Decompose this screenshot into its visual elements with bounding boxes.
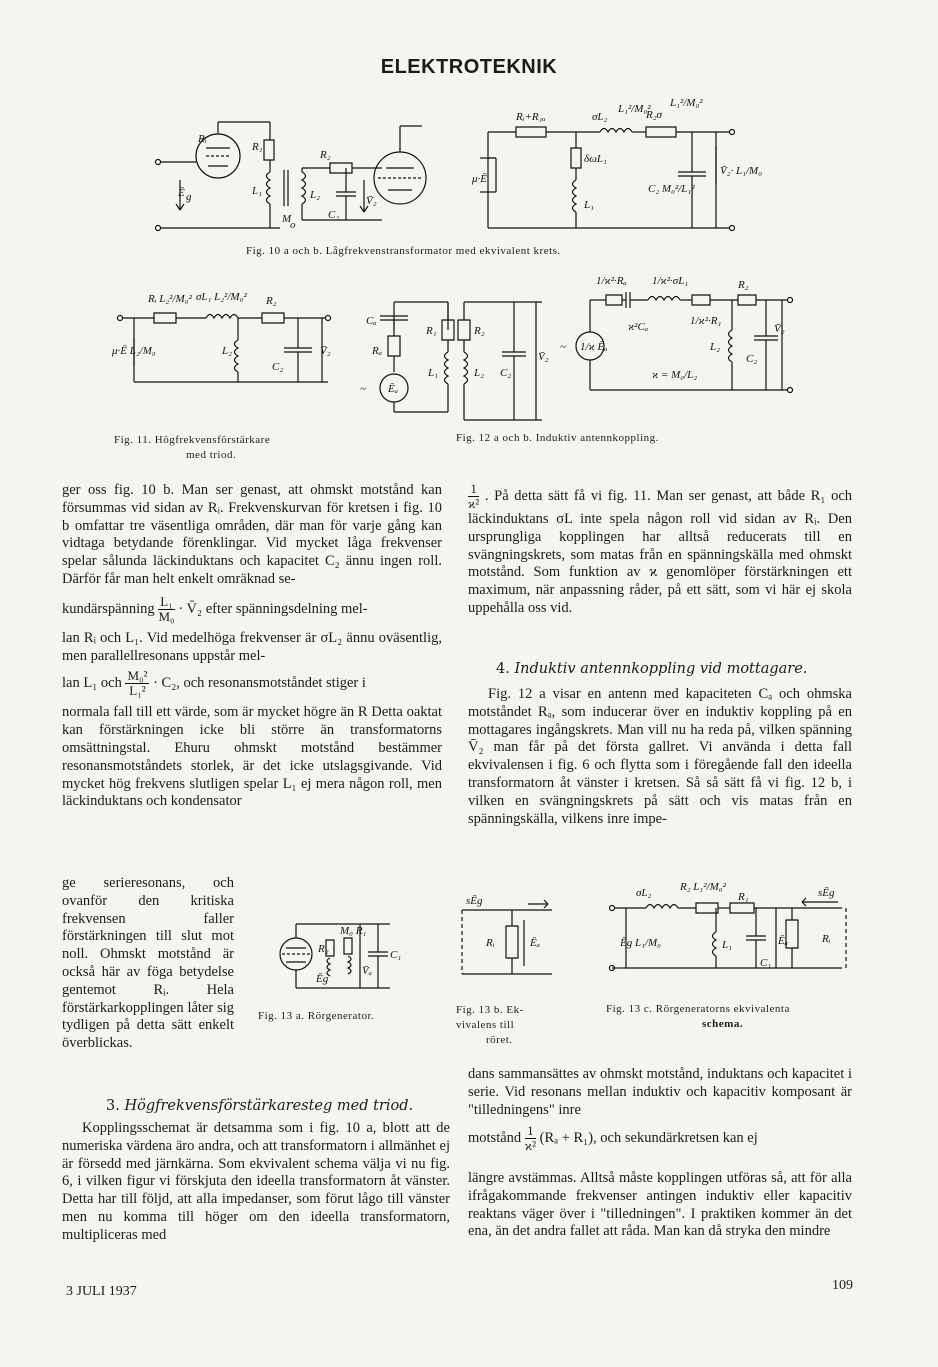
fig11-caption-1: Fig. 11. Högfrekvensförstärkare: [114, 434, 271, 446]
svg-text:V̄₂: V̄₂: [320, 345, 331, 357]
svg-text:C₁: C₁: [390, 949, 402, 961]
svg-text:ϰ²Cₐ: ϰ²Cₐ: [628, 321, 649, 333]
fig13b-caption-3: röret.: [486, 1034, 513, 1046]
svg-text:sĒg: sĒg: [818, 887, 835, 899]
fig10a-circuit: [150, 110, 450, 240]
formula-1-over-kappa2-b: [525, 1124, 536, 1153]
svg-text:L₂: L₂: [710, 341, 720, 353]
svg-text:C₂: C₂: [272, 361, 284, 373]
svg-text:Rᵢ L₂²/M₀²: Rᵢ L₂²/M₀²: [148, 293, 192, 305]
svg-text:R₂σ: R₂σ: [646, 109, 662, 121]
fig12a-circuit: [356, 296, 556, 426]
formula-l1-m0: [158, 595, 174, 624]
fig13b-caption-2: vivalens till: [456, 1019, 515, 1031]
svg-text:C₂: C₂: [500, 367, 512, 379]
svg-text:R₂: R₂: [318, 943, 329, 955]
svg-text:Ēg L₁/M₀: Ēg L₁/M₀: [620, 937, 661, 949]
section-3-heading: [106, 1098, 413, 1114]
svg-text:R₁: R₁: [738, 891, 749, 903]
svg-text:~: ~: [560, 341, 566, 353]
svg-text:o: o: [290, 219, 296, 231]
frac-bottom: ϰ²: [524, 1138, 536, 1153]
svg-text:σL₂: σL₂: [592, 111, 608, 123]
svg-text:R₁: R₁: [252, 141, 263, 153]
svg-text:Rᵢ: Rᵢ: [198, 133, 207, 145]
svg-text:V̄₂· L₁/M₀: V̄₂· L₁/M₀: [720, 165, 763, 177]
left-paragraph-1: ger oss fig. 10 b. Man ser genast, att ohmskt motstånd kan försummas vid sidan av Rᵢ. Frekvenskurvan för kretsen i fig. 10 b omfattar tre väsentliga områden, där man för varje gång kan vidtaga betydande förenklingar. Vid mycket låga frekvenser spelar sålunda läckinduktans och kapacitet C₂ ännu ingen roll. Därför får man helt enkelt omräknad se-: [62, 482, 442, 587]
svg-text:μ·Ē L₂/M₀: μ·Ē L₂/M₀: [112, 345, 156, 357]
left-paragraph-6: ge serieresonans, och ovanför den kritiska frekvensen faller förstärkningen till slut mot noll. Ohmskt motstånd är också här av föga betydelse gentemot Rᵢ. Hela förstärkarkopplingen låter sig tydligen på detta sätt enkelt överblickas.: [62, 875, 234, 1052]
right-paragraph-4: [468, 1124, 852, 1153]
fig12b-circuit: [560, 270, 800, 400]
fig13b-circuit: [456, 890, 566, 990]
svg-text:M: M: [282, 213, 292, 225]
fig10b-circuit: [472, 96, 780, 236]
right-paragraph-5: längre avstämmas. Alltså måste kopplingen utföras så, att för alla ifrågakommande frekvenser antingen induktiv eller kapacitiv reaktans väger över i "tilledningen". I praktiken kommer än det ena, än det andra fallet att råda. Man kan då stryka den mindre: [468, 1170, 852, 1240]
right-paragraph-2: Fig. 12 a visar en antenn med kapaciteten Cₐ och ohmska motståndet Rₐ, som inducerar över en induktiv koppling på en mottagares ingångskrets. Man vill nu ha reda på, vilken spänning V̄₂ man får på det första gallret. Vi använda i detta fall ekvivalensen i fig. 6 och flytta som i föregående fall den ideella transformatorn åt vänster i kretsen. Så så sätt få vi fig. 12 b, i vilken en svängningskrets på sätt och vis matas från en spänningskälla, vilkens inre impe-: [468, 686, 852, 827]
frac-top: L₁: [160, 593, 173, 609]
svg-text:V̄₂: V̄₂: [774, 323, 785, 335]
fig12-caption: Fig. 12 a och b. Induktiv antennkoppling.: [456, 432, 659, 444]
svg-text:Rᵢ+R₁ₐ: Rᵢ+R₁ₐ: [516, 111, 546, 123]
left-paragraph-7: Kopplingsschemat är detsamma som i fig. 10 a, blott att de numeriska värdena äro andra, och att transformatorn i allmänhet ej är försedd med järnkärna. Som ekvivalent schema välja vi nu fig. 6, i vilken figur vi förskjuta den ideella transformatorn åt vänster. Detta har till följd, att alla impedanser, som förut lågo till vänster men nu komma till höger om den ideella transformatorn, multipliceras med: [62, 1120, 450, 1243]
svg-text:Ē: Ē: [178, 187, 185, 199]
footer-date: 3 JULI 1937: [66, 1284, 137, 1299]
fig13c-caption-2: schema.: [702, 1018, 744, 1030]
page-title: ELEKTROTEKNIK: [380, 56, 558, 78]
fig13c-caption-1: Fig. 13 c. Rörgeneratorns ekvivalenta: [606, 1003, 790, 1015]
svg-text:R₂: R₂: [738, 279, 749, 291]
right-paragraph-1: [468, 482, 852, 618]
svg-text:σL₂: σL₂: [636, 887, 652, 899]
svg-text:~: ~: [360, 383, 366, 395]
svg-text:1/ϰ Ēₐ: 1/ϰ Ēₐ: [580, 341, 608, 353]
svg-text:R₂: R₂: [474, 325, 485, 337]
svg-text:Ēₐ: Ēₐ: [778, 935, 788, 947]
left-paragraph-3: lan Rᵢ och L₁. Vid medelhöga frekvenser är σL₂ ännu oväsentlig, men parallellresonans uppstår mel-: [62, 629, 442, 664]
svg-text:R₂: R₂: [266, 295, 277, 307]
svg-text:C₂: C₂: [328, 209, 340, 221]
left-column: [62, 482, 442, 811]
svg-text:Ēₐ: Ēₐ: [530, 937, 540, 949]
svg-text:R₂ L₁²/M₀²: R₂ L₁²/M₀²: [680, 881, 726, 893]
page-number: 109: [832, 1278, 853, 1293]
right-p4-post: (Rₐ + R₁), och sekundärkretsen kan ej: [539, 1129, 758, 1146]
fig10-caption: Fig. 10 a och b. Lågfrekvenstransformator med ekvivalent krets.: [246, 245, 561, 257]
svg-text:L₁²/M₀²: L₁²/M₀²: [618, 103, 651, 115]
svg-text:Rᵢ: Rᵢ: [822, 933, 831, 945]
svg-text:L₂: L₂: [310, 189, 320, 201]
section-4-heading: [496, 661, 807, 677]
svg-text:ϰ = M₀/L₂: ϰ = M₀/L₂: [652, 369, 698, 381]
svg-text:g: g: [186, 191, 192, 203]
svg-text:C₂ M₀²/L₁²: C₂ M₀²/L₁²: [648, 183, 695, 195]
left-p2-pre: kundärspänning: [62, 600, 155, 617]
fig13b-caption-1: Fig. 13 b. Ek-: [456, 1004, 524, 1016]
section-3-number: 3.: [106, 1098, 120, 1114]
left-paragraph-4: [62, 669, 442, 698]
svg-text:M₀ R₁: M₀ R₁: [340, 925, 367, 937]
svg-text:R₂: R₂: [320, 149, 331, 161]
left-p4-pre: lan L₁ och: [62, 675, 122, 692]
svg-text:Ēₐ: Ēₐ: [388, 383, 398, 395]
fig11-caption-2: med triod.: [186, 449, 237, 461]
section-3-title: Högfrekvensförstärkaresteg med triod.: [124, 1098, 414, 1114]
section-4-title: Induktiv antennkoppling vid mottagare.: [514, 661, 808, 677]
svg-text:μ·Ē: μ·Ē: [472, 173, 487, 185]
frac-bottom: M₀: [158, 608, 175, 624]
svg-text:R₁: R₁: [426, 325, 437, 337]
frac-bottom: ϰ²: [468, 496, 480, 511]
frac-top: 1: [468, 482, 479, 497]
left-paragraph-5: normala fall till ett värde, som är mycket högre än R Detta oaktat kan förstärkningen icke bli större än transformatorns omsättningstal. Ehuru ohmskt motstånd bestämmer resonansmotståndets storlek, är det icke utslagsgivande. Vid mycket hög frekvens slutligen spelar L₁ ej mera någon roll, men läckinduktans och kondensator: [62, 704, 442, 810]
svg-text:V̄₂: V̄₂: [366, 195, 377, 207]
right-p1-text: . På detta sätt få vi fig. 11. Man ser genast, att både R₁ och läckinduktans σL inte spela någon roll vid sidan av Rᵢ. Den ursprungliga kopplingen har alltså reducerats till en svängningskrets, som matas från en spänningskälla med ohmskt motstånd. Som funktion av ϰ genomlöper förstärkningen ett maximum, när anpassning råder, på ett sätt, som vi här ej skola uppehålla oss vid.: [468, 487, 852, 616]
svg-text:1/ϰ²·R₁: 1/ϰ²·R₁: [690, 315, 722, 327]
svg-text:L₁: L₁: [722, 939, 732, 951]
svg-text:C₂: C₂: [746, 353, 758, 365]
svg-text:1/ϰ²·σL₁: 1/ϰ²·σL₁: [652, 275, 689, 287]
svg-text:L₂: L₂: [222, 345, 232, 357]
svg-text:V̄ₐ: V̄ₐ: [362, 965, 372, 977]
fig13a-caption: Fig. 13 a. Rörgenerator.: [258, 1010, 375, 1022]
right-p4-pre: motstånd: [468, 1129, 522, 1146]
svg-text:L₁²/M₀²: L₁²/M₀²: [670, 97, 703, 109]
svg-text:Cₐ: Cₐ: [366, 315, 377, 327]
frac-top: 1: [525, 1124, 536, 1139]
fig13c-circuit: [606, 872, 856, 992]
fig13a-circuit: [270, 910, 420, 1000]
svg-text:L₁: L₁: [428, 367, 438, 379]
svg-text:δωL₁: δωL₁: [584, 153, 607, 165]
svg-text:L₁: L₁: [252, 185, 262, 197]
left-p2-post: · V̄₂ efter spänningsdelning mel-: [178, 600, 368, 617]
svg-text:C₁: C₁: [760, 957, 772, 969]
right-paragraph-3: dans sammansättes av ohmskt motstånd, induktans och kapacitet i serie. Vid resonans mellan induktiv och kapacitiv komposant är "tilledningens" inre: [468, 1066, 852, 1118]
svg-text:1/ϰ²·Rₐ: 1/ϰ²·Rₐ: [596, 275, 627, 287]
frac-bottom: L₁²: [129, 683, 146, 699]
svg-text:V̄₂: V̄₂: [538, 351, 549, 363]
formula-m0-l1: [125, 669, 149, 698]
frac-top: M₀²: [127, 668, 148, 684]
svg-text:Rᵢ: Rᵢ: [486, 937, 495, 949]
svg-text:L₁: L₁: [584, 199, 594, 211]
svg-text:sĒg: sĒg: [466, 895, 483, 907]
section-4-number: 4.: [496, 661, 510, 677]
left-paragraph-2: [62, 595, 442, 624]
svg-text:Rₐ: Rₐ: [372, 345, 382, 357]
left-p4-post: · C₂, och resonansmotståndet stiger i: [153, 675, 366, 692]
svg-text:Ēg: Ēg: [316, 973, 329, 985]
right-column: [468, 482, 852, 618]
svg-text:σL₁ L₂²/M₀²: σL₁ L₂²/M₀²: [196, 291, 247, 303]
svg-text:L₂: L₂: [474, 367, 484, 379]
formula-1-over-kappa2: [468, 482, 479, 511]
fig11-circuit: [112, 278, 342, 398]
